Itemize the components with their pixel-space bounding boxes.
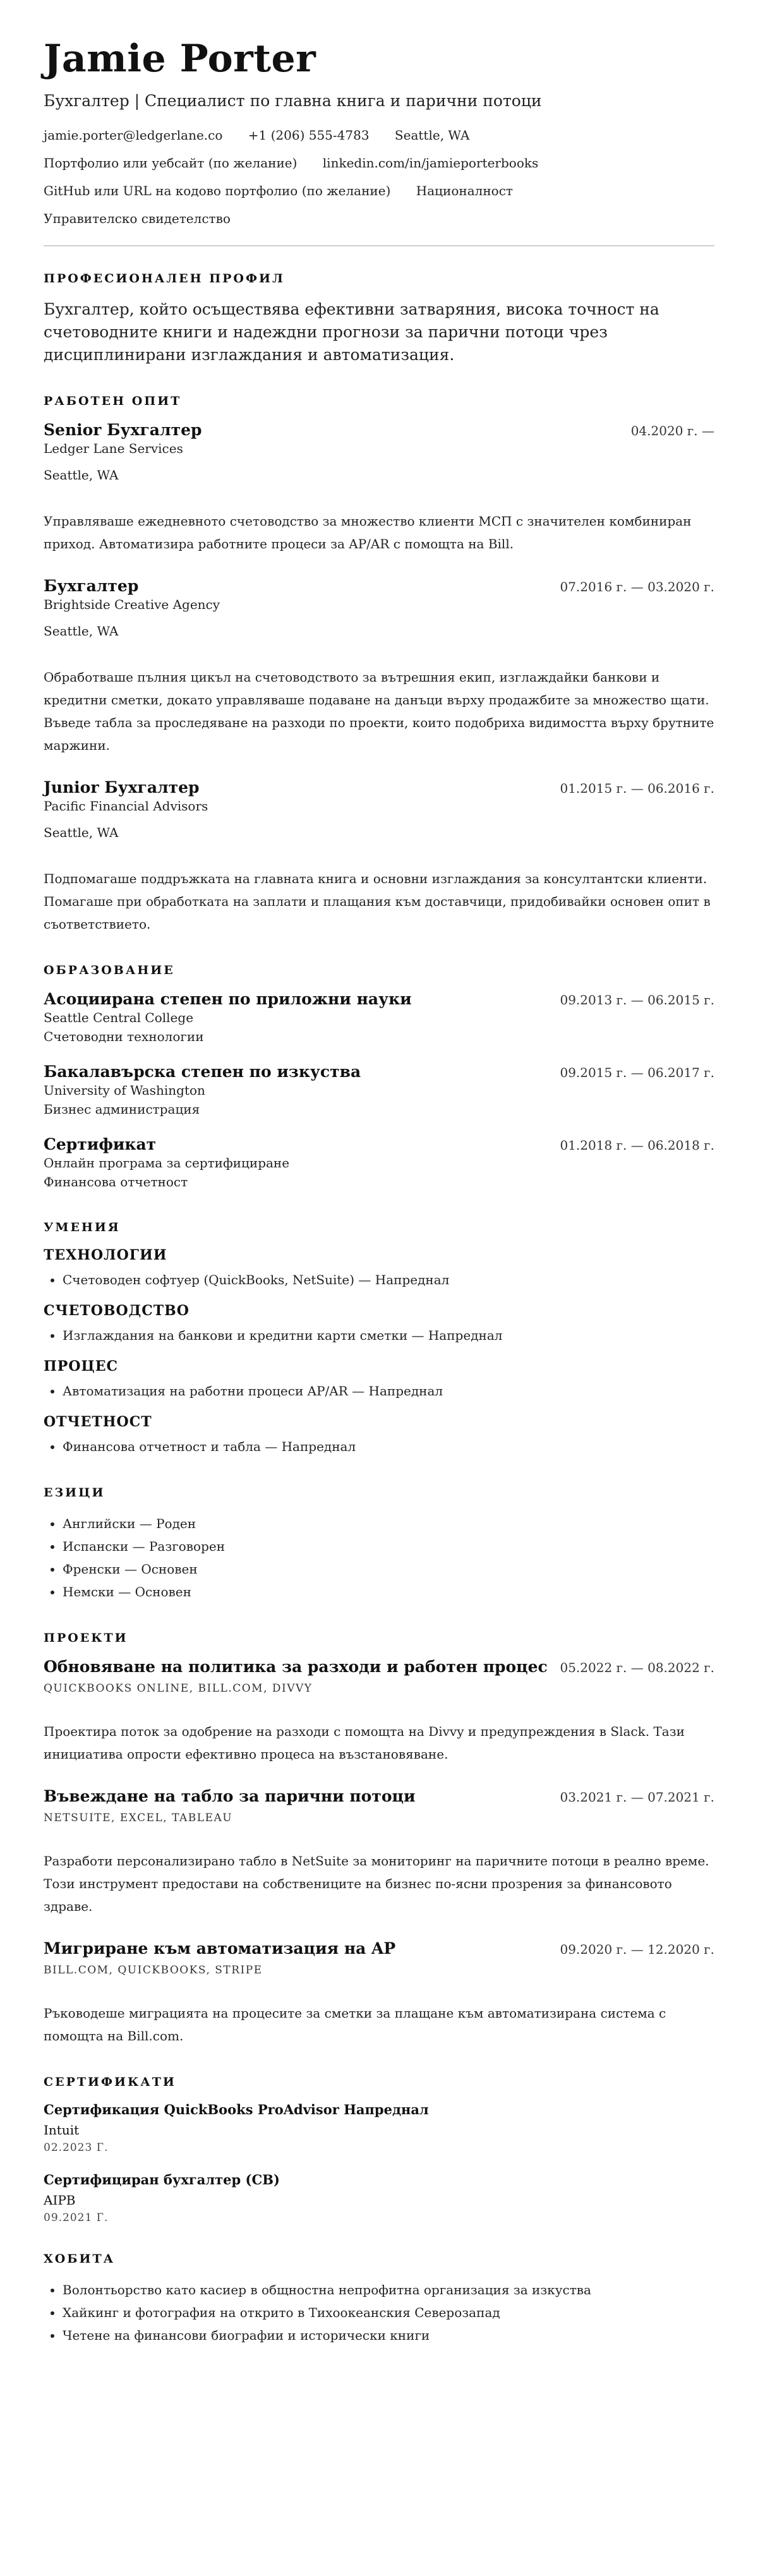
summary-heading: ПРОФЕСИОНАЛЕН ПРОФИЛ bbox=[44, 272, 285, 286]
certification-date: 09.2021 Г. bbox=[44, 2212, 109, 2224]
contact-row-2 bbox=[44, 154, 714, 172]
job-dates: 07.2016 г. — 03.2020 г. bbox=[560, 579, 714, 594]
education-dates: 01.2018 г. — 06.2018 г. bbox=[560, 1138, 714, 1153]
project-tech: QUICKBOOKS ONLINE, BILL.COM, DIVVY bbox=[44, 1682, 313, 1695]
experience-entry bbox=[44, 421, 714, 555]
hobbies-heading: ХОБИТА bbox=[44, 2252, 116, 2266]
degree: Сертификат bbox=[44, 1135, 157, 1153]
project-entry bbox=[44, 1787, 714, 1918]
degree: Асоциирана степен по приложни науки bbox=[44, 990, 412, 1008]
phone: +1 (206) 555-4783 bbox=[248, 128, 370, 143]
hobby-item: • Хайкинг и фотография на открито в Тихоокеанския Северозапад bbox=[63, 2301, 714, 2324]
field: Счетоводни технологии bbox=[44, 1029, 204, 1044]
hobbies-list bbox=[44, 2278, 714, 2347]
job-location: Seattle, WA bbox=[44, 467, 119, 483]
skill-category: СЧЕТОВОДСТВО bbox=[44, 1303, 190, 1319]
job-dates: 04.2020 г. — bbox=[630, 423, 714, 438]
summary-text: Бухгалтер, който осъществява ефективни затваряния, висока точност на счетоводните книги и надеждни прогнози за парични потоци чрез дисциплинирани изглаждания и автоматизация. bbox=[44, 300, 659, 364]
job-title: Бухгалтер bbox=[44, 577, 139, 595]
skill-item: • Автоматизация на работни процеси AP/AR — Напреднал bbox=[63, 1380, 714, 1402]
job-location: Seattle, WA bbox=[44, 623, 119, 639]
skill-item: • Финансова отчетност и табла — Напреднал bbox=[63, 1435, 714, 1458]
language-item: • Френски — Основен bbox=[63, 1558, 714, 1580]
github-link[interactable]: GitHub или URL на кодово портфолио (по желание) bbox=[44, 183, 391, 198]
certification-entry bbox=[44, 2102, 714, 2154]
skill-group bbox=[44, 1247, 714, 1291]
education-entry bbox=[44, 990, 714, 1046]
education-entry bbox=[44, 1135, 714, 1191]
project-tech: BILL.COM, QUICKBOOKS, STRIPE bbox=[44, 1964, 263, 1977]
job-title: Senior Бухгалтер bbox=[44, 421, 202, 439]
field: Бизнес администрация bbox=[44, 1102, 200, 1117]
field: Финансова отчетност bbox=[44, 1174, 188, 1189]
language-item: • Испански — Разговорен bbox=[63, 1535, 714, 1558]
skill-group bbox=[44, 1414, 714, 1458]
skill-group bbox=[44, 1358, 714, 1402]
project-entry bbox=[44, 1939, 714, 2047]
job-description: Подпомагаше поддръжката на главната книга и основни изглаждания за консултантски клиенти. Помагаше при обработката на заплати и плащания към доставчици, придобивайки основен опит в съответствието. bbox=[44, 871, 711, 932]
education-dates: 09.2015 г. — 06.2017 г. bbox=[560, 1065, 714, 1080]
experience-entry bbox=[44, 577, 714, 757]
skills-heading: УМЕНИЯ bbox=[44, 1220, 121, 1234]
certification-issuer: AIPB bbox=[44, 2193, 76, 2208]
skill-category: ТЕХНОЛОГИИ bbox=[44, 1247, 167, 1263]
project-dates: 05.2022 г. — 08.2022 г. bbox=[560, 1660, 714, 1675]
experience-heading: РАБОТЕН ОПИТ bbox=[44, 394, 182, 408]
header-divider bbox=[44, 245, 714, 246]
skill-category: ОТЧЕТНОСТ bbox=[44, 1414, 152, 1430]
certifications-heading: СЕРТИФИКАТИ bbox=[44, 2075, 176, 2089]
school: Онлайн програма за сертифициране bbox=[44, 1155, 290, 1171]
certification-date: 02.2023 Г. bbox=[44, 2141, 109, 2154]
job-dates: 01.2015 г. — 06.2016 г. bbox=[560, 781, 714, 796]
degree: Бакалавърска степен по изкуства bbox=[44, 1062, 361, 1081]
email[interactable]: jamie.porter@ledgerlane.co bbox=[44, 128, 223, 143]
skill-item: • Изглаждания на банкови и кредитни карти сметки — Напреднал bbox=[63, 1324, 714, 1347]
portfolio-link[interactable]: Портфолио или уебсайт (по желание) bbox=[44, 155, 298, 171]
language-item: • Немски — Основен bbox=[63, 1580, 714, 1603]
project-description: Ръководеше миграцията на процесите за сметки за плащане към автоматизирана система с помощта на Bill.com. bbox=[44, 2006, 666, 2043]
education-dates: 09.2013 г. — 06.2015 г. bbox=[560, 992, 714, 1008]
hobby-item: • Волонтьорство като касиер в общностна непрофитна организация за изкуства bbox=[63, 2278, 714, 2301]
job-location: Seattle, WA bbox=[44, 825, 119, 840]
language-item: • Английски — Роден bbox=[63, 1512, 714, 1535]
skill-category: ПРОЦЕС bbox=[44, 1358, 119, 1375]
project-description: Разработи персонализирано табло в NetSuite за мониторинг на паричните потоци в реално време. Този инструмент предостави на собствениците на бизнес по-ясни прозрения за финансовото здраве. bbox=[44, 1853, 709, 1914]
linkedin-link[interactable]: linkedin.com/in/jamieporterbooks bbox=[322, 155, 539, 171]
location: Seattle, WA bbox=[394, 128, 470, 143]
certification-name: Сертификация QuickBooks ProAdvisor Напреднал bbox=[44, 2102, 429, 2117]
contact-row-4 bbox=[44, 210, 714, 227]
project-dates: 03.2021 г. — 07.2021 г. bbox=[560, 1790, 714, 1805]
contact-row-3 bbox=[44, 182, 714, 200]
job-company: Ledger Lane Services bbox=[44, 441, 183, 456]
headline: Бухгалтер | Специалист по главна книга и парични потоци bbox=[44, 92, 542, 110]
school: University of Washington bbox=[44, 1083, 205, 1098]
project-entry bbox=[44, 1658, 714, 1766]
project-description: Проектира поток за одобрение на разходи с помощта на Divvy и предупреждения в Slack. Тази инициатива опрости ефективно процеса на възстановяване. bbox=[44, 1724, 685, 1762]
school: Seattle Central College bbox=[44, 1010, 194, 1025]
languages-heading: ЕЗИЦИ bbox=[44, 1486, 105, 1500]
job-company: Pacific Financial Advisors bbox=[44, 798, 208, 814]
project-tech: NETSUITE, EXCEL, TABLEAU bbox=[44, 1812, 233, 1824]
job-description: Обработваше пълния цикъл на счетоводството за вътрешния екип, изглаждайки банкови и кредитни сметки, докато управляваше подаване на данъци върху продажбите за множество щати. Въведе табла за проследяване на разходи по проекти, които подобриха видимостта върху брутните маржини. bbox=[44, 670, 714, 753]
job-company: Brightside Creative Agency bbox=[44, 597, 220, 612]
skill-item: • Счетоводен софтуер (QuickBooks, NetSuite) — Напреднал bbox=[63, 1268, 714, 1291]
project-name: Обновяване на политика за разходи и работен процес bbox=[44, 1658, 548, 1676]
certification-name: Сертифициран бухгалтер (CB) bbox=[44, 2172, 280, 2188]
nationality: Националност bbox=[416, 183, 513, 198]
languages-list bbox=[44, 1512, 714, 1603]
education-heading: ОБРАЗОВАНИЕ bbox=[44, 963, 175, 977]
contact-row-1 bbox=[44, 126, 714, 144]
license: Управителско свидетелство bbox=[44, 211, 231, 226]
certification-issuer: Intuit bbox=[44, 2122, 80, 2138]
skill-group bbox=[44, 1303, 714, 1347]
project-name: Мигриране към автоматизация на AP bbox=[44, 1939, 396, 1958]
certification-entry bbox=[44, 2172, 714, 2224]
job-description: Управляваше ежедневното счетоводство за множество клиенти МСП с значителен комбиниран приход. Автоматизира работните процеси за AP/AR с помощта на Bill. bbox=[44, 514, 692, 551]
project-dates: 09.2020 г. — 12.2020 г. bbox=[560, 1942, 714, 1957]
education-entry bbox=[44, 1062, 714, 1119]
hobby-item: • Четене на финансови биографии и исторически книги bbox=[63, 2324, 714, 2347]
project-name: Въвеждане на табло за парични потоци bbox=[44, 1787, 416, 1805]
candidate-name: Jamie Porter bbox=[44, 37, 316, 81]
projects-heading: ПРОЕКТИ bbox=[44, 1631, 128, 1645]
job-title: Junior Бухгалтер bbox=[44, 778, 200, 797]
experience-entry bbox=[44, 778, 714, 936]
